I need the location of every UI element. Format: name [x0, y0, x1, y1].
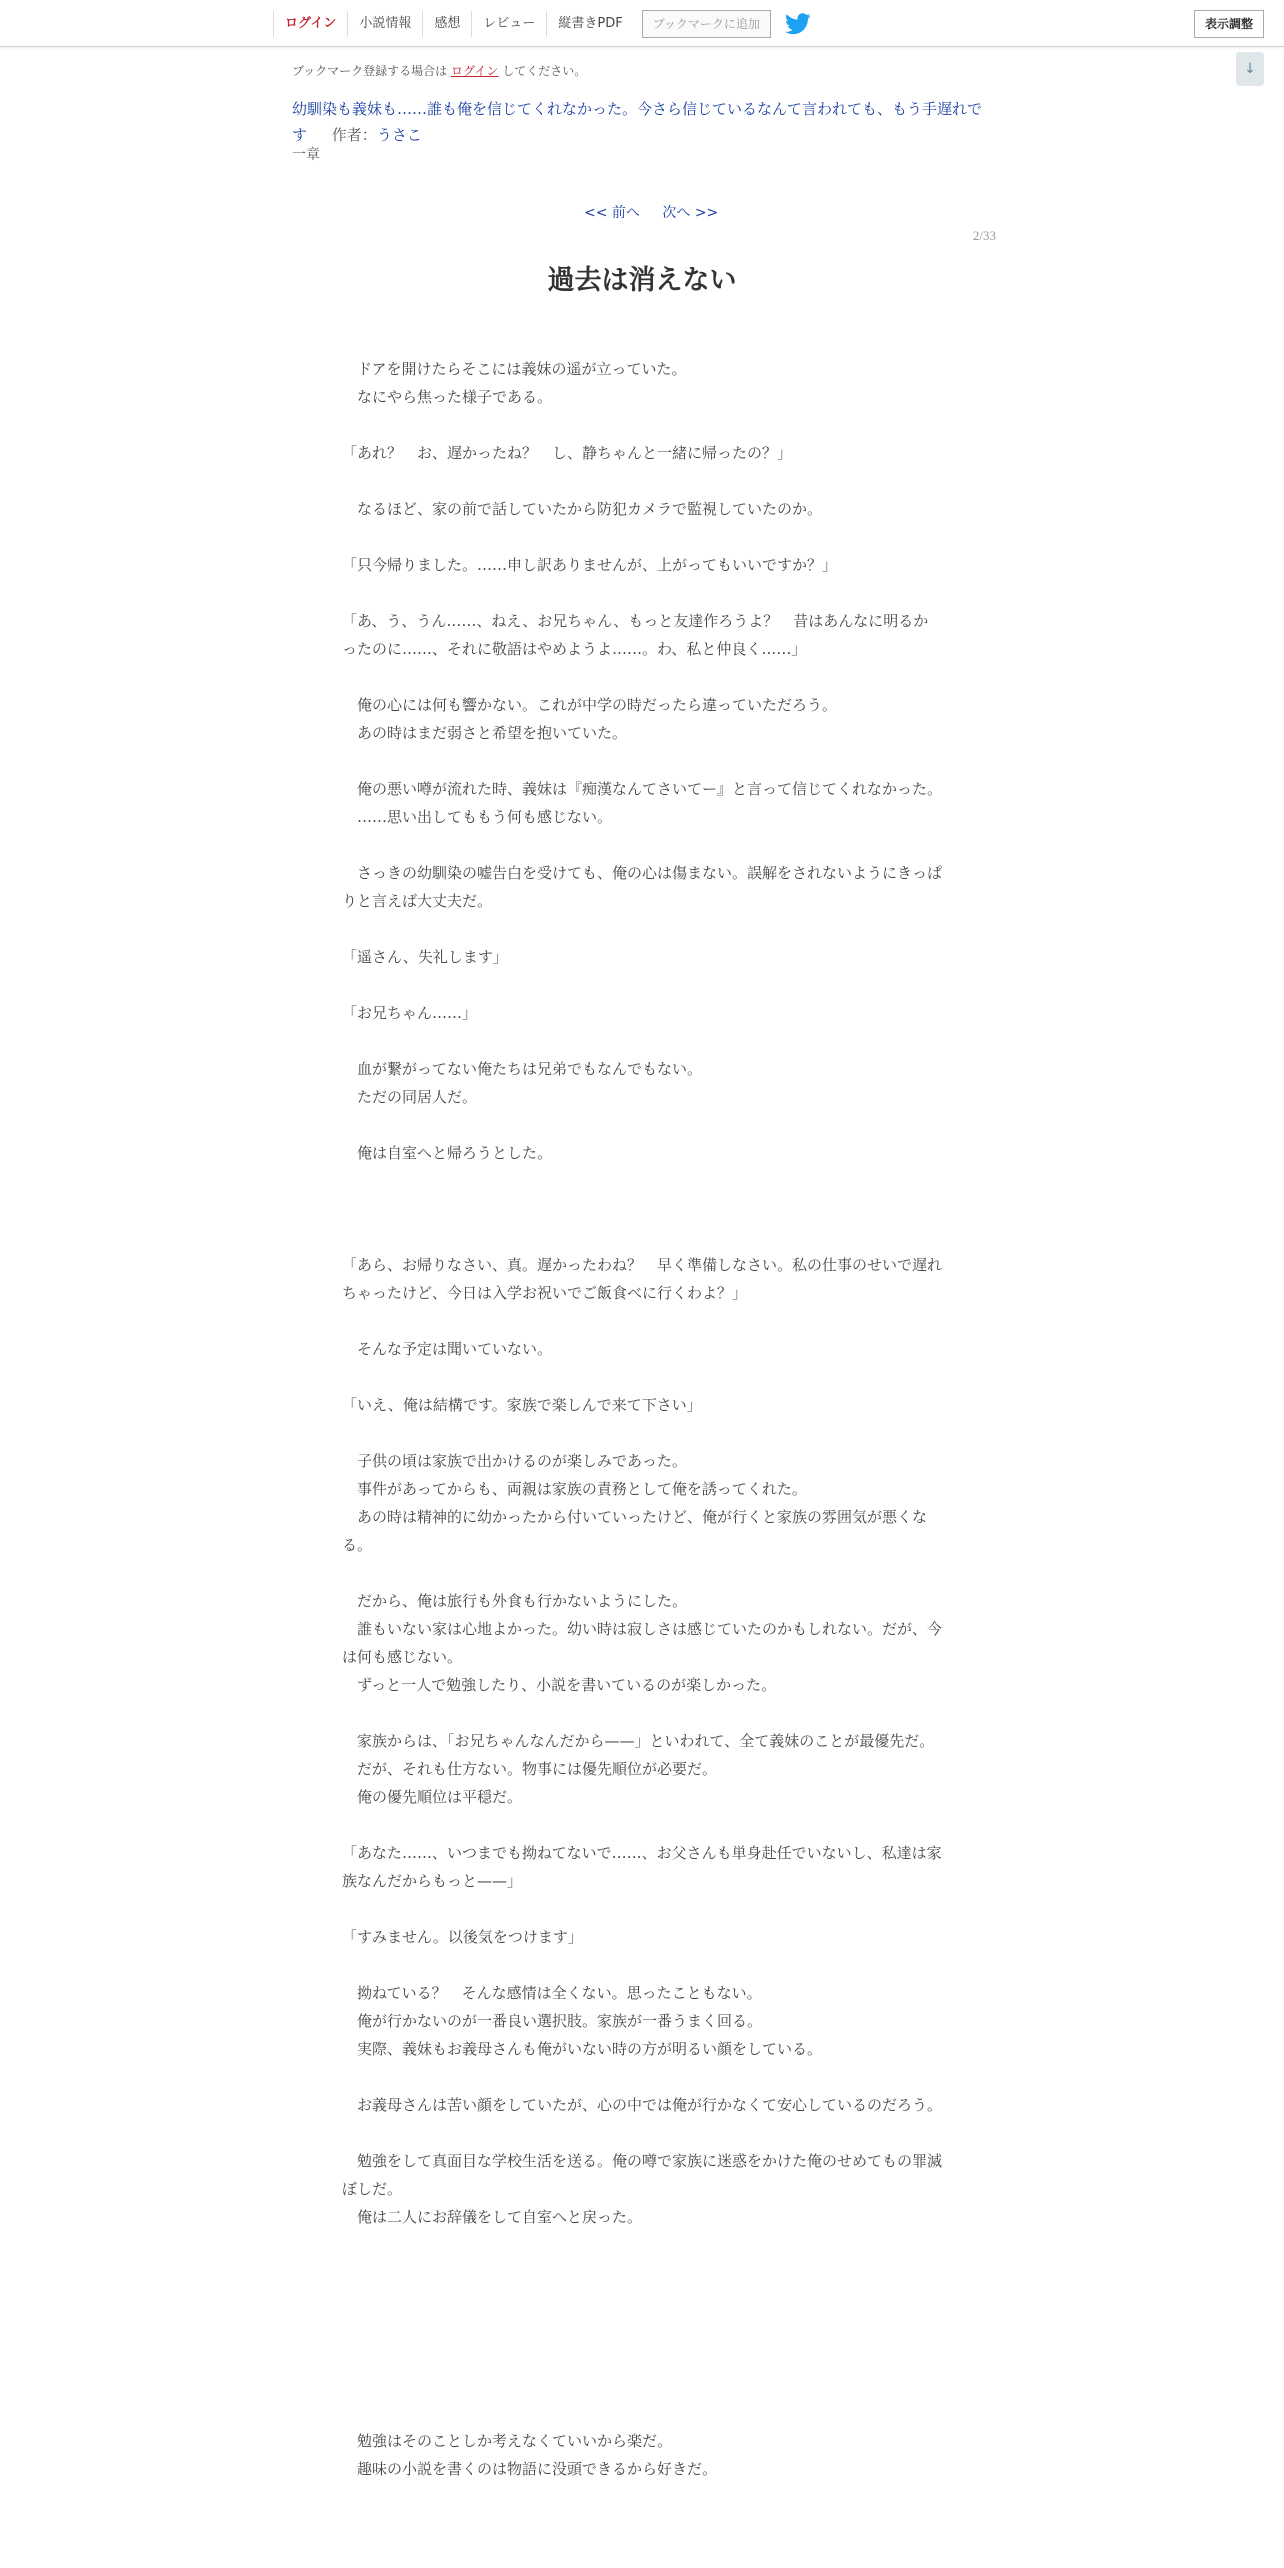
body-paragraph: 趣味の小説を書くのは物語に没頭できるから好きだ。 — [342, 2460, 718, 2478]
body-blank-line — [342, 2315, 942, 2343]
body-blank-line — [342, 915, 942, 943]
body-blank-line — [342, 1307, 942, 1335]
nav-vertical-pdf[interactable]: 縦書きPDF — [546, 11, 633, 37]
body-paragraph: 「あら、お帰りなさい、真。遅かったわね？ 早く準備しなさい。私の仕事のせいで遅れちゃったけど、今日は入学お祝いでご飯食べに行くわよ？」 — [342, 1256, 943, 1302]
body-blank-line — [342, 1027, 942, 1055]
body-paragraph: 勉強をして真面目な学校生活を送る。俺の噂で家族に迷惑をかけた俺のせめてもの罪滅ぼしだ。 — [342, 2152, 943, 2198]
body-blank-line — [342, 831, 942, 859]
body-blank-line — [342, 2371, 942, 2399]
body-paragraph: 事件があってからも、両親は家族の責務として俺を誘ってくれた。 — [342, 1480, 807, 1498]
body-blank-line — [342, 2399, 942, 2427]
body-paragraph: 誰もいない家は心地よかった。幼い時は寂しさは感じていたのかもしれない。だが、今は何も感じない。 — [342, 1620, 943, 1666]
scroll-down-tab[interactable]: ↓ — [1236, 52, 1264, 86]
body-paragraph: 子供の頃は家族で出かけるのが楽しみであった。 — [342, 1452, 687, 1470]
add-bookmark-button[interactable]: ブックマークに追加 — [642, 10, 771, 38]
body-paragraph: 家族からは、「お兄ちゃんなんだから——」といわれて、全て義妹のことが最優先だ。 — [342, 1732, 935, 1750]
body-paragraph: あの時はまだ弱さと希望を抱いていた。 — [342, 724, 628, 742]
body-paragraph: 俺は自室へと帰ろうとした。 — [342, 1144, 553, 1162]
body-blank-line — [342, 1167, 942, 1195]
body-blank-line — [342, 467, 942, 495]
next-page-link[interactable]: 次へ >> — [662, 205, 719, 221]
body-blank-line — [342, 1111, 942, 1139]
notice-text-after: してください。 — [502, 64, 587, 78]
novel-header — [292, 96, 992, 148]
body-paragraph: 俺の優先順位は平穏だ。 — [342, 1788, 523, 1806]
novel-title-link[interactable]: 幼馴染も義妹も……誰も俺を信じてくれなかった。今さら信じているなんて言われても、もう手遅れです — [292, 100, 983, 144]
body-blank-line — [342, 2343, 942, 2371]
body-blank-line — [342, 1895, 942, 1923]
body-blank-line — [342, 747, 942, 775]
body-blank-line — [342, 1559, 942, 1587]
body-paragraph: 「いえ、俺は結構です。家族で楽しんで来て下さい」 — [342, 1396, 702, 1414]
chapter-title: 一章 — [292, 147, 320, 163]
body-blank-line — [342, 2259, 942, 2287]
nav-impressions[interactable]: 感想 — [422, 11, 471, 37]
body-blank-line — [342, 663, 942, 691]
page-count: 2/33 — [972, 228, 996, 243]
body-paragraph: 「あなた……、いつまでも拗ねてないで……、お父さんも単身赴任でいないし、私達は家族なんだからもっと——」 — [342, 1844, 942, 1890]
body-blank-line — [342, 2287, 942, 2315]
body-blank-line — [342, 971, 942, 999]
body-paragraph: ドアを開けたらそこには義妹の遥が立っていた。 — [342, 360, 687, 378]
body-blank-line — [342, 2063, 942, 2091]
body-blank-line — [342, 579, 942, 607]
body-paragraph: なるほど、家の前で話していたから防犯カメラで監視していたのか。 — [342, 500, 823, 518]
body-paragraph: 俺が行かないのが一番良い選択肢。家族が一番うまく回る。 — [342, 2012, 763, 2030]
pager — [584, 202, 718, 222]
twitter-icon[interactable] — [785, 13, 811, 35]
body-blank-line — [342, 411, 942, 439]
body-paragraph: 実際、義妹もお義母さんも俺がいない時の方が明るい顔をしている。 — [342, 2040, 823, 2058]
body-paragraph: 俺は二人にお辞儀をして自室へと戻った。 — [342, 2208, 643, 2226]
body-paragraph: あの時は精神的に幼かったから付いていったけど、俺が行くと家族の雰囲気が悪くなる。 — [342, 1508, 928, 1554]
nav-novel-info[interactable]: 小説情報 — [347, 11, 422, 37]
body-blank-line — [342, 1699, 942, 1727]
body-paragraph: ……思い出してももう何も感じない。 — [342, 808, 613, 826]
body-paragraph: ずっと一人で勉強したり、小説を書いているのが楽しかった。 — [342, 1676, 777, 1694]
bookmark-login-notice — [292, 62, 586, 79]
body-blank-line — [342, 2119, 942, 2147]
body-paragraph: さっきの幼馴染の嘘告白を受けても、俺の心は傷まない。誤解をされないようにきっぱりと言えば大丈夫だ。 — [342, 864, 943, 910]
body-paragraph: ただの同居人だ。 — [342, 1088, 478, 1106]
display-settings-button[interactable]: 表示調整 — [1194, 10, 1264, 38]
body-paragraph: 血が繋がってない俺たちは兄弟でもなんでもない。 — [342, 1060, 703, 1078]
prev-page-link[interactable]: << 前へ — [584, 205, 640, 221]
body-paragraph: だから、俺は旅行も外食も行かないようにした。 — [342, 1592, 688, 1610]
body-paragraph: 俺の心には何も響かない。これが中学の時だったら違っていただろう。 — [342, 696, 838, 714]
body-blank-line — [342, 1811, 942, 1839]
body-paragraph: そんな予定は聞いていない。 — [342, 1340, 553, 1358]
nav-login[interactable]: ログイン — [273, 11, 347, 37]
body-paragraph: なにやら焦った様子である。 — [342, 388, 553, 406]
body-blank-line — [342, 1419, 942, 1447]
episode-title: 過去は消えない — [547, 265, 737, 296]
body-paragraph: 「あれ？ お、遅かったね？ し、静ちゃんと一緒に帰ったの？」 — [342, 444, 793, 462]
body-blank-line — [342, 2231, 942, 2259]
body-paragraph: 「お兄ちゃん……」 — [342, 1004, 478, 1022]
notice-login-link[interactable]: ログイン — [451, 64, 499, 78]
body-paragraph: 「すみません。以後気をつけます」 — [342, 1928, 583, 1946]
author-link[interactable]: うさこ — [376, 126, 422, 144]
top-navigation-bar — [0, 0, 1284, 47]
body-blank-line — [342, 1951, 942, 1979]
notice-text-before: ブックマーク登録する場合は — [292, 64, 448, 78]
novel-body — [342, 355, 942, 2483]
body-blank-line — [342, 1363, 942, 1391]
body-paragraph: 「あ、う、うん……、ねえ、お兄ちゃん、もっと友達作ろうよ？ 昔はあんなに明るかったのに……、それに敬語はやめようよ……。わ、私と仲良く……」 — [342, 612, 929, 658]
nav-review[interactable]: レビュー — [471, 11, 546, 37]
body-paragraph: お義母さんは苦い顔をしていたが、心の中では俺が行かなくて安心しているのだろう。 — [342, 2096, 943, 2114]
author-label: 作者： — [331, 126, 377, 144]
body-paragraph: 拗ねている？ そんな感情は全くない。思ったこともない。 — [342, 1984, 762, 2002]
body-blank-line — [342, 1195, 942, 1223]
body-paragraph: 俺の悪い噂が流れた時、義妹は『痴漢なんてさいてー』と言って信じてくれなかった。 — [342, 780, 943, 798]
body-paragraph: 「遥さん、失礼します」 — [342, 948, 508, 966]
body-paragraph: だが、それも仕方ない。物事には優先順位が必要だ。 — [342, 1760, 718, 1778]
main-nav — [273, 10, 811, 38]
body-blank-line — [342, 523, 942, 551]
body-blank-line — [342, 1223, 942, 1251]
body-paragraph: 勉強はそのことしか考えなくていいから楽だ。 — [342, 2432, 673, 2450]
body-paragraph: 「只今帰りました。……申し訳ありませんが、上がってもいいですか？」 — [342, 556, 838, 574]
